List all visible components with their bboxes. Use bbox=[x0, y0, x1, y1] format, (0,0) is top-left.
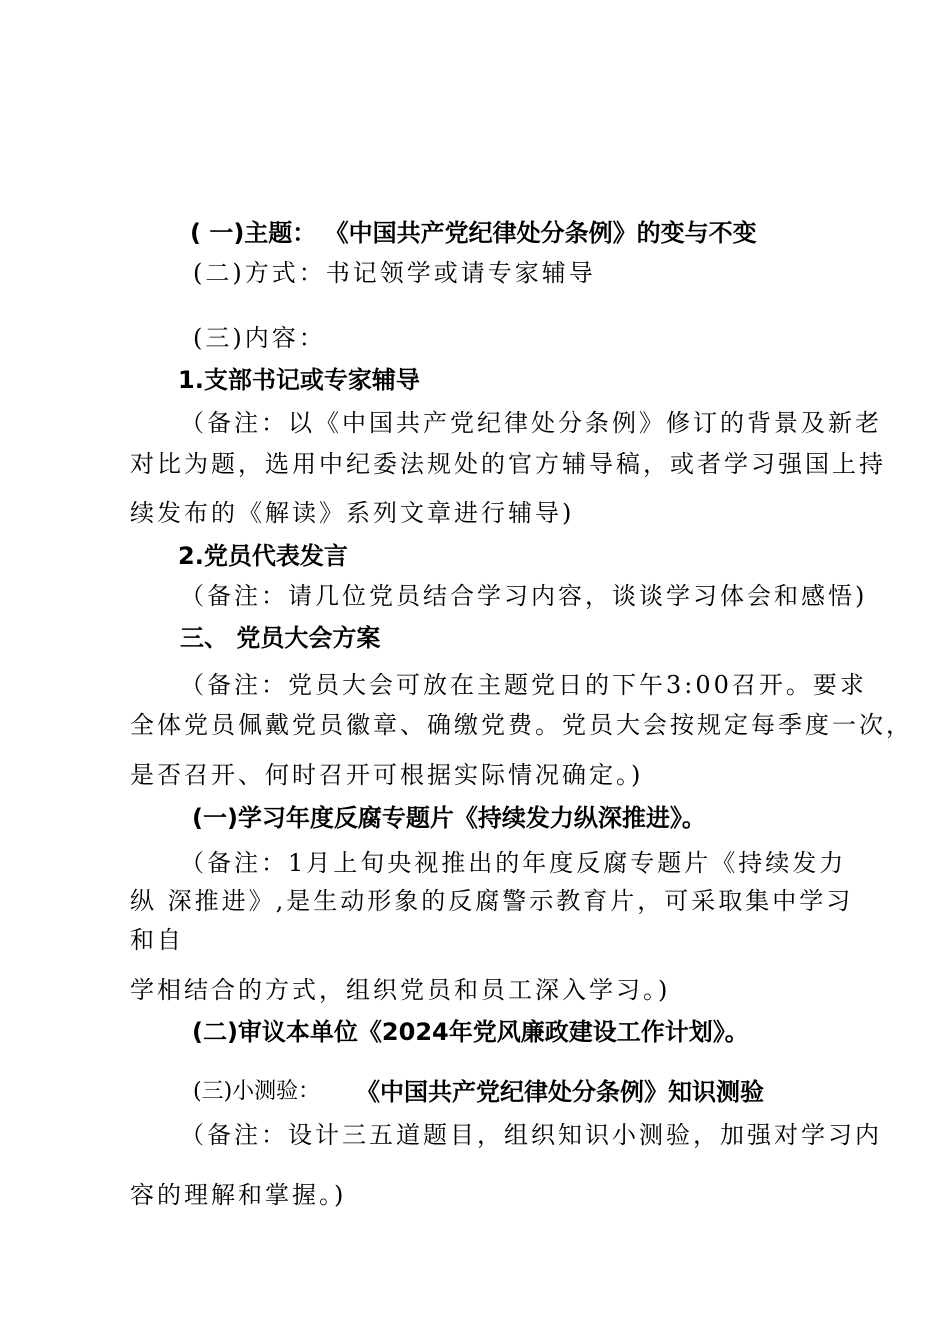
note-1-line-2: 对比为题，选用中纪委法规处的官方辅导稿，或者学习强国上持 bbox=[130, 450, 886, 478]
section-theme: ( 一)主题： 《中国共产党纪律处分条例》的变与不变 bbox=[190, 219, 757, 247]
note-2-line-1: （备注：请几位党员结合学习内容，谈谈学习体会和感悟) bbox=[180, 582, 868, 610]
note-3-line-3: 是否召开、何时召开可根据实际情况确定。) bbox=[130, 761, 644, 789]
note-5-line-2: 容的理解和掌握。) bbox=[130, 1181, 347, 1209]
note-4-line-1: （备注：1月上旬央视推出的年度反腐专题片《持续发力 bbox=[180, 849, 847, 877]
note-1-line-3: 续发布的《解读》系列文章进行辅导) bbox=[130, 499, 575, 527]
note-3-line-1: （备注：党员大会可放在主题党日的下午3:00召开。要求 bbox=[180, 671, 867, 699]
sub-one-heading: (一)学习年度反腐专题片《持续发力纵深推进》。 bbox=[192, 804, 706, 832]
note-4-line-4: 学相结合的方式，组织党员和员工深入学习。) bbox=[130, 976, 671, 1004]
item-1-heading: 1.支部书记或专家辅导 bbox=[178, 366, 420, 394]
section-content: (三)内容： bbox=[193, 324, 326, 352]
note-1-line-1: （备注：以《中国共产党纪律处分条例》修订的背景及新老 bbox=[180, 409, 882, 437]
section-three-heading: 三、 党员大会方案 bbox=[180, 624, 381, 652]
note-4-line-3: 和自 bbox=[130, 926, 184, 954]
note-3-line-2: 全体党员佩戴党员徽章、确缴党费。党员大会按规定每季度一次， bbox=[130, 711, 913, 739]
item-2-heading: 2.党员代表发言 bbox=[178, 542, 348, 570]
note-4-line-2: 纵 深推进》,是生动形象的反腐警示教育片，可采取集中学习 bbox=[130, 887, 854, 915]
sub-two-heading: (二)审议本单位《2024年党风廉政建设工作计划》。 bbox=[192, 1018, 749, 1046]
sub-three-title: 《中国共产党纪律处分条例》知识测验 bbox=[356, 1078, 764, 1106]
sub-three-label: (三)小测验： bbox=[193, 1079, 321, 1104]
section-method: (二)方式：书记领学或请专家辅导 bbox=[193, 259, 596, 287]
note-5-line-1: （备注：设计三五道题目，组织知识小测验，加强对学习内 bbox=[180, 1121, 882, 1149]
